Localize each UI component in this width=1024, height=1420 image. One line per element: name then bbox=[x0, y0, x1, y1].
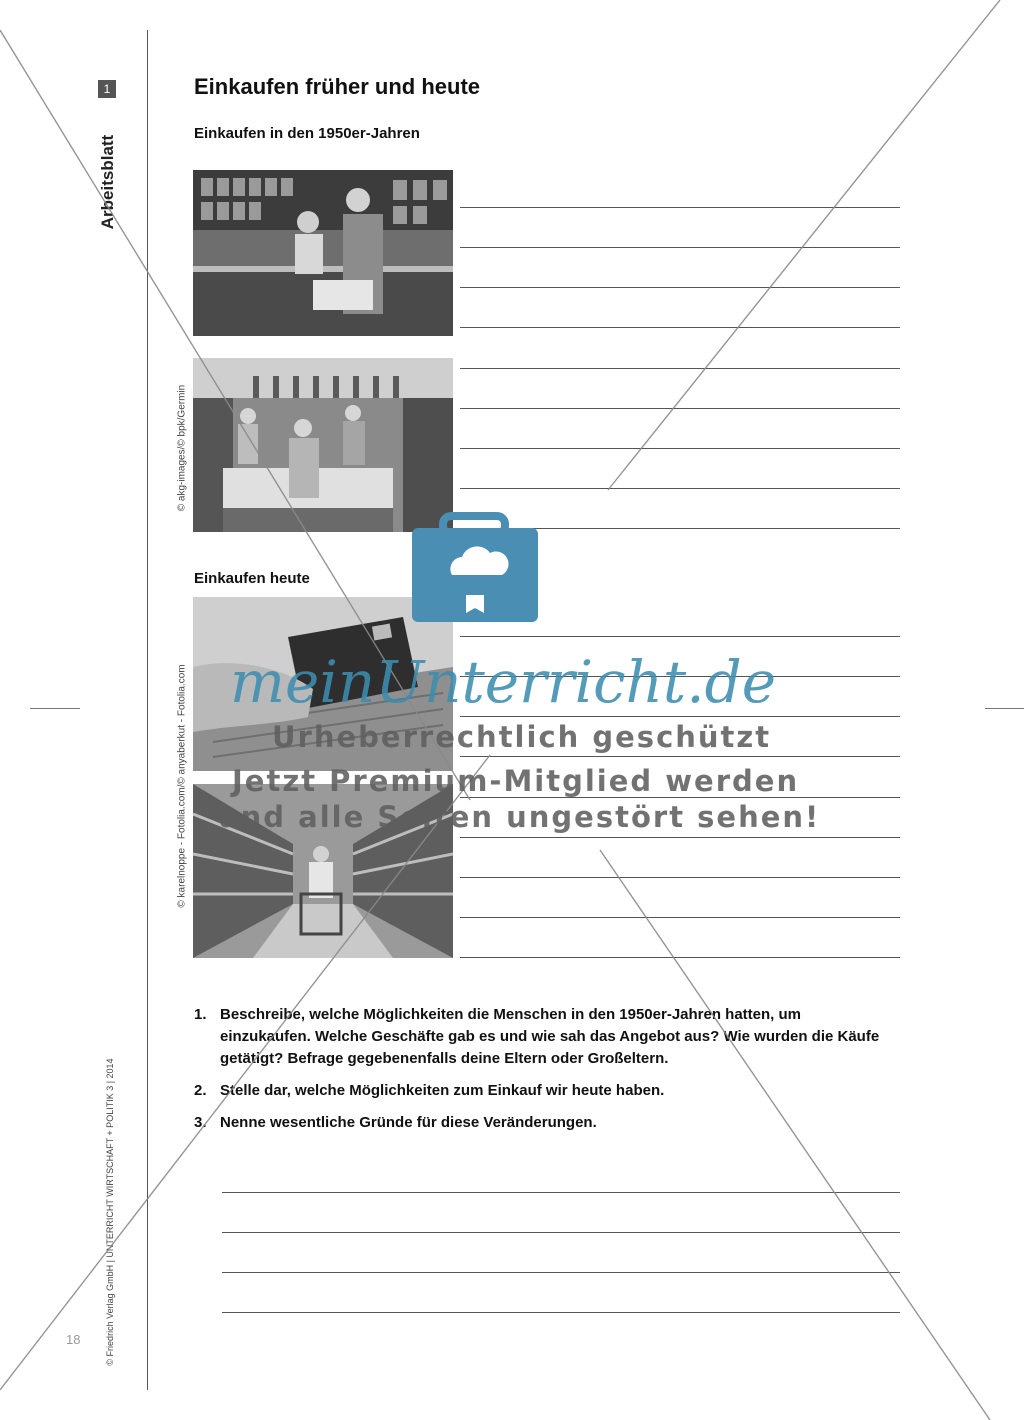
answer-line[interactable] bbox=[222, 1272, 900, 1273]
writing-line[interactable] bbox=[460, 797, 900, 798]
writing-line[interactable] bbox=[460, 408, 900, 409]
writing-line[interactable] bbox=[460, 247, 900, 248]
margin-rule bbox=[147, 30, 148, 1390]
writing-line[interactable] bbox=[460, 877, 900, 878]
writing-line[interactable] bbox=[460, 676, 900, 677]
photo-online-payment-card bbox=[193, 597, 453, 771]
answer-line[interactable] bbox=[222, 1232, 900, 1233]
task-item: 2. Stelle dar, welche Möglichkeiten zum Einkauf wir heute haben. bbox=[194, 1082, 665, 1099]
writing-line[interactable] bbox=[460, 327, 900, 328]
writing-line[interactable] bbox=[460, 917, 900, 918]
fold-mark-left bbox=[30, 708, 80, 709]
watermark-line-2: Jetzt Premium-Mitglied werden bbox=[232, 764, 800, 798]
writing-line[interactable] bbox=[460, 287, 900, 288]
section-heading-today: Einkaufen heute bbox=[194, 570, 310, 587]
writing-line[interactable] bbox=[460, 716, 900, 717]
watermark-line-1: Urheberrechtlich geschützt bbox=[272, 720, 772, 754]
section-heading-past: Einkaufen in den 1950er-Jahren bbox=[194, 125, 420, 142]
task-list bbox=[194, 1004, 894, 1144]
writing-line[interactable] bbox=[460, 636, 900, 637]
writing-line[interactable] bbox=[460, 528, 900, 529]
footer-credit: © Friedrich Verlag GmbH | UNTERRICHT WIRTSCHAFT + POLITIK 3 | 2014 bbox=[105, 1058, 115, 1366]
photo-credit-past: © akg-images/© bpk/Germin bbox=[176, 384, 188, 512]
writing-line[interactable] bbox=[460, 368, 900, 369]
page-number: 18 bbox=[66, 1332, 81, 1347]
task-item: 3. Nenne wesentliche Gründe für diese Veränderungen. bbox=[194, 1114, 597, 1131]
page-title: Einkaufen früher und heute bbox=[194, 74, 481, 99]
answer-line[interactable] bbox=[222, 1312, 900, 1313]
watermark-brand: meinUnterricht.de bbox=[230, 648, 777, 716]
answer-line[interactable] bbox=[222, 1192, 900, 1193]
sheet-type-label: Arbeitsblatt bbox=[98, 134, 117, 230]
writing-line[interactable] bbox=[460, 207, 900, 208]
fold-mark-right bbox=[985, 708, 1024, 709]
worksheet-number-badge: 1 bbox=[98, 80, 116, 98]
writing-line[interactable] bbox=[460, 756, 900, 757]
writing-line[interactable] bbox=[460, 488, 900, 489]
watermark-line-3: und alle Seiten ungestört sehen! bbox=[218, 800, 821, 834]
photo-supermarket-aisle bbox=[193, 784, 453, 958]
photo-credit-today: © karelnoppe - Fotolia.com/© anyaberkut - Fotolia.com bbox=[176, 664, 188, 908]
photo-1950s-self-service-store bbox=[193, 358, 453, 532]
task-item: 1. Beschreibe, welche Möglichkeiten die Menschen in den 1950er-Jahren hatten, um einzukaufen. Welche Geschäfte gab es und wie sah das Angebot aus? Wie wurden die Käufe getätigt? Befrage gegebenenfalls deine Eltern oder Großeltern. bbox=[194, 1006, 880, 1067]
writing-line[interactable] bbox=[460, 448, 900, 449]
writing-line[interactable] bbox=[460, 957, 900, 958]
photo-1950s-shop-counter bbox=[193, 170, 453, 336]
writing-line[interactable] bbox=[460, 837, 900, 838]
